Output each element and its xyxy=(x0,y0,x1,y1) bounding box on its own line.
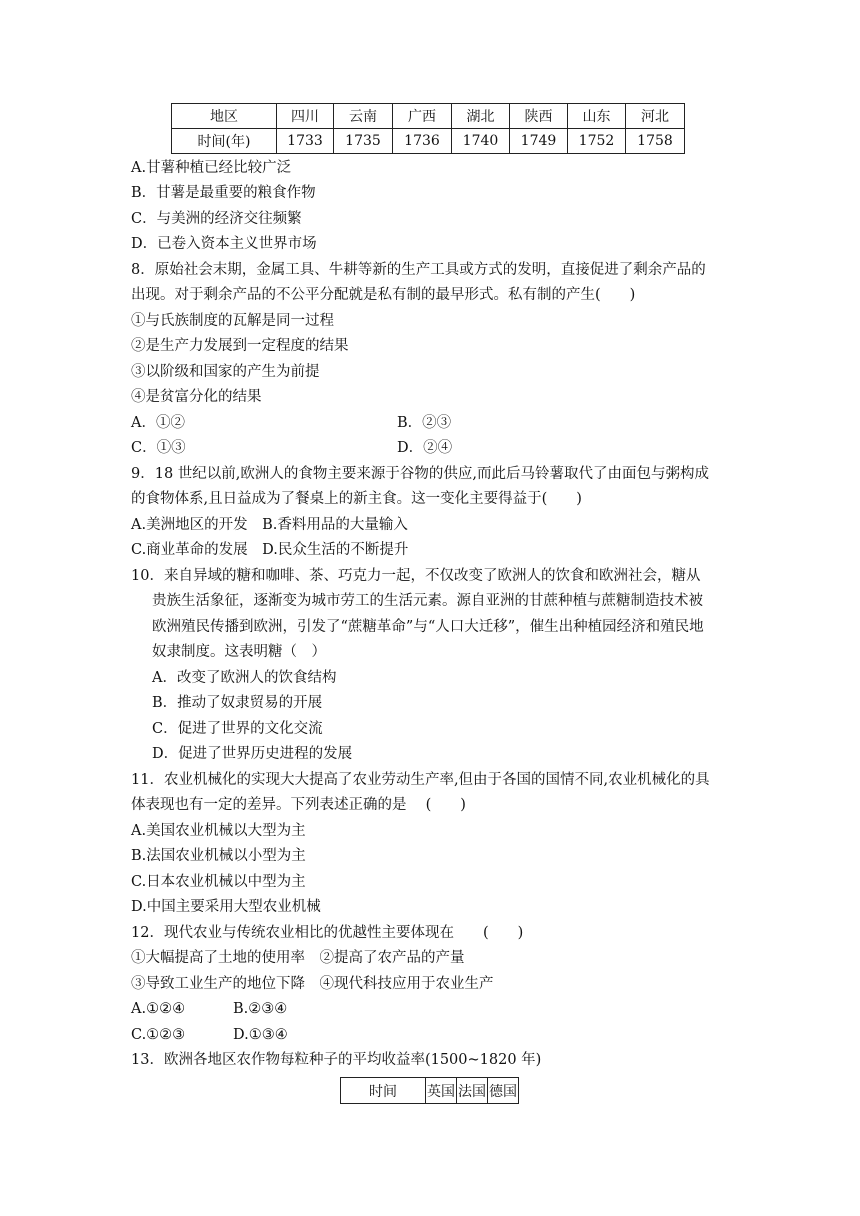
q8-option-c: C．①③ xyxy=(131,440,186,456)
q10-option-b: B．推动了奴隶贸易的开展 xyxy=(152,695,323,711)
q12-option-a: A.①②④ xyxy=(131,1001,186,1017)
table-cell: 1736 xyxy=(393,129,452,154)
q8-statement-3: ③以阶级和国家的产生为前提 xyxy=(131,364,320,380)
table-cell: 广西 xyxy=(393,104,452,129)
q8-stem-line2: 出现。对于剩余产品的不公平分配就是私有制的最早形式。私有制的产生( ) xyxy=(131,287,636,303)
q10-stem-line3: 欧洲殖民传播到欧洲，引发了“蔗糖革命”与“人口大迁移”，催生出种植园经济和殖民地 xyxy=(152,619,704,635)
q7-option-a: A.甘薯种植已经比较广泛 xyxy=(131,160,292,176)
q12-statements-3-4: ③导致工业生产的地位下降 ④现代科技应用于农业生产 xyxy=(131,976,494,992)
q11-option-c: C.日本农业机械以中型为主 xyxy=(131,874,306,890)
table-cell: 河北 xyxy=(626,104,685,129)
q11-stem-line2: 体表现也有一定的差异。下列表述正确的是 ( ) xyxy=(131,797,466,813)
q11-option-d: D.中国主要采用大型农业机械 xyxy=(131,899,321,915)
table-cell: 英国 xyxy=(426,1078,457,1104)
table-cell: 地区 xyxy=(172,104,277,129)
q13-stem: 13．欧洲各地区农作物每粒种子的平均收益率(1500~1820 年) xyxy=(131,1052,542,1068)
table-cell: 1733 xyxy=(277,129,334,154)
q7-option-c: C．与美洲的经济交往频繁 xyxy=(131,211,302,227)
q8-option-a: A．①② xyxy=(131,415,185,431)
q7-option-d: D．已卷入资本主义世界市场 xyxy=(131,236,317,252)
q8-statement-1: ①与氏族制度的瓦解是同一过程 xyxy=(131,313,334,329)
table-row xyxy=(172,104,685,129)
q8-stem-line1: 8．原始社会末期，金属工具、牛耕等新的生产工具或方式的发明，直接促进了剩余产品的 xyxy=(131,262,706,278)
q10-stem-line2: 贵族生活象征，逐渐变为城市劳工的生活元素。源自亚洲的甘蔗种植与蔗糖制造技术被 xyxy=(152,593,703,609)
table-cell: 湖北 xyxy=(452,104,510,129)
table-cell: 时间 xyxy=(341,1078,426,1104)
q12-statements-1-2: ①大幅提高了土地的使用率 ②提高了农产品的产量 xyxy=(131,950,465,966)
q9-stem-line1: 9．18 世纪以前,欧洲人的食物主要来源于谷物的供应,而此后马铃薯取代了由面包与粥构成 xyxy=(131,466,709,482)
table-row xyxy=(341,1078,519,1104)
q12-stem: 12．现代农业与传统农业相比的优越性主要体现在 ( ) xyxy=(131,925,524,941)
table-cell: 山东 xyxy=(568,104,626,129)
q9-options-cd: C.商业革命的发展 D.民众生活的不断提升 xyxy=(131,542,409,558)
q8-option-b: B．②③ xyxy=(397,415,452,431)
yield-rate-table xyxy=(340,1077,519,1104)
q9-stem-line2: 的食物体系,且日益成为了餐桌上的新主食。这一变化主要得益于( ) xyxy=(131,491,582,507)
q10-option-c: C．促进了世界的文化交流 xyxy=(152,721,323,737)
table-cell: 时间(年) xyxy=(172,129,277,154)
table-cell: 1758 xyxy=(626,129,685,154)
q8-statement-2: ②是生产力发展到一定程度的结果 xyxy=(131,338,349,354)
table-cell: 云南 xyxy=(334,104,393,129)
q11-stem-line1: 11．农业机械化的实现大大提高了农业劳动生产率,但由于各国的国情不同,农业机械化的具 xyxy=(131,772,710,788)
q9-options-ab: A.美洲地区的开发 B.香料用品的大量输入 xyxy=(131,517,408,533)
q12-option-b: B.②③④ xyxy=(233,1001,288,1017)
table-cell: 法国 xyxy=(457,1078,488,1104)
q8-statement-4: ④是贫富分化的结果 xyxy=(131,389,262,405)
table-cell: 1749 xyxy=(510,129,568,154)
table-cell: 德国 xyxy=(488,1078,519,1104)
table-cell: 陕西 xyxy=(510,104,568,129)
q8-option-d: D．②④ xyxy=(397,440,453,456)
table-cell: 1752 xyxy=(568,129,626,154)
table-cell: 1735 xyxy=(334,129,393,154)
q12-option-d: D.①③④ xyxy=(233,1027,288,1043)
region-year-table xyxy=(171,103,685,154)
table-cell: 四川 xyxy=(277,104,334,129)
q10-option-a: A．改变了欧洲人的饮食结构 xyxy=(152,670,337,686)
q11-option-a: A.美国农业机械以大型为主 xyxy=(131,823,306,839)
table-row xyxy=(172,129,685,154)
table-cell: 1740 xyxy=(452,129,510,154)
q12-option-c: C.①②③ xyxy=(131,1027,186,1043)
q11-option-b: B.法国农业机械以小型为主 xyxy=(131,848,306,864)
q10-option-d: D．促进了世界历史进程的发展 xyxy=(152,746,353,762)
q10-stem-line1: 10．来自异域的糖和咖啡、茶、巧克力一起，不仅改变了欧洲人的饮食和欧洲社会，糖从 xyxy=(131,568,701,584)
q10-stem-line4: 奴隶制度。这表明糖（ ） xyxy=(152,644,326,660)
q7-option-b: B．甘薯是最重要的粮食作物 xyxy=(131,185,316,201)
